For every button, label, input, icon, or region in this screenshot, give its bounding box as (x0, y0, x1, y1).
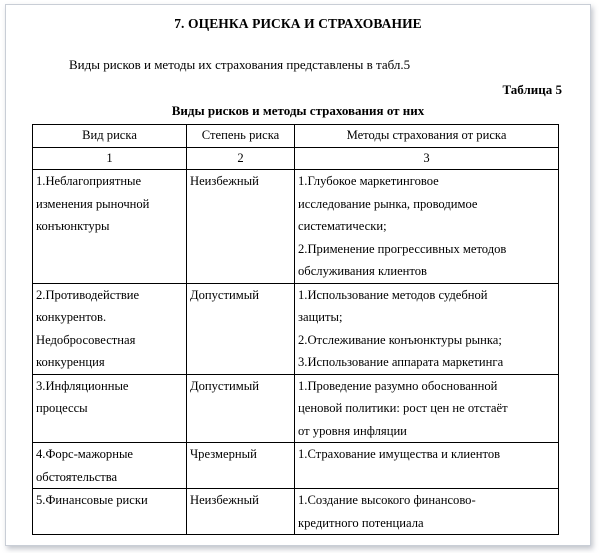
header-insurance-methods: Методы страхования от риска (295, 125, 559, 148)
column-number: 1 (33, 148, 187, 170)
risk-degree-cell: Неизбежный (187, 170, 295, 284)
method-line: защиты; (298, 310, 343, 324)
method-line: исследование рынка, проводимое (298, 196, 478, 211)
risk-type-line: Недобросовестная (36, 332, 136, 347)
method-line: 1.Создание высокого финансово- (298, 493, 476, 507)
method-line: 1.Страхование имущества и клиентов (298, 447, 501, 461)
risk-type-cell (33, 170, 187, 284)
risk-table (32, 124, 559, 535)
method-line: 2.Применение прогрессивных методов (298, 241, 507, 256)
method-line: ценовой политики: рост цен не отстаёт (298, 401, 508, 415)
table-row (33, 170, 559, 284)
method-line: кредитного потенциала (298, 515, 424, 530)
column-number: 2 (187, 148, 295, 170)
insurance-methods-cell (295, 489, 559, 535)
method-line: 1.Проведение разумно обоснованной (298, 378, 498, 393)
risk-type-line: конъюнктуры (36, 219, 110, 233)
method-line: 1.Глубокое маркетинговое (298, 174, 439, 188)
insurance-methods-cell (295, 283, 559, 374)
section-heading: 7. ОЦЕНКА РИСКА И СТРАХОВАНИЕ (174, 16, 422, 31)
risk-degree-cell: Допустимый (187, 374, 295, 443)
table-caption: Виды рисков и методы страхования от них (171, 103, 425, 118)
document-page (5, 4, 591, 546)
risk-type-line: 2.Противодействие (36, 287, 140, 302)
risk-type-line: 3.Инфляционные (36, 378, 129, 393)
table-number-label: Таблица 5 (502, 82, 562, 97)
risk-degree-cell: Чрезмерный (187, 443, 295, 489)
column-numbers-row (33, 148, 559, 170)
insurance-methods-cell (295, 443, 559, 489)
risk-type-line: обстоятельства (36, 469, 118, 484)
method-line: 3.Использование аппарата маркетинга (298, 355, 504, 369)
risk-type-line: процессы (36, 401, 88, 415)
column-number: 3 (295, 148, 559, 170)
table-header-row (33, 125, 559, 148)
insurance-methods-cell (295, 170, 559, 284)
method-line: 2.Отслеживание конъюнктуры рынка; (298, 332, 502, 347)
risk-type-cell (33, 443, 187, 489)
table-body (33, 170, 559, 535)
insurance-methods-cell (295, 374, 559, 443)
risk-type-line: конкурентов. (36, 310, 107, 324)
risk-type-cell (33, 283, 187, 374)
method-line: систематически; (298, 219, 387, 233)
risk-type-line: 5.Финансовые риски (36, 493, 148, 507)
header-risk-type: Вид риска (33, 125, 187, 148)
table-row (33, 443, 559, 489)
risk-type-cell (33, 489, 187, 535)
risk-type-line: 4.Форс-мажорные (36, 447, 134, 461)
table-row (33, 283, 559, 374)
table-row (33, 374, 559, 443)
table-row (33, 489, 559, 535)
intro-paragraph: Виды рисков и методы их страхования представлены в табл.5 (69, 57, 411, 72)
risk-type-line: конкуренция (36, 355, 105, 369)
method-line: от уровня инфляции (298, 423, 407, 438)
risk-type-line: изменения рыночной (36, 196, 150, 211)
risk-degree-cell: Допустимый (187, 283, 295, 374)
method-line: обслуживания клиентов (298, 264, 427, 278)
header-risk-degree: Степень риска (187, 125, 295, 148)
risk-degree-cell: Неизбежный (187, 489, 295, 535)
risk-type-line: 1.Неблагоприятные (36, 174, 142, 188)
method-line: 1.Использование методов судебной (298, 287, 488, 302)
risk-type-cell (33, 374, 187, 443)
